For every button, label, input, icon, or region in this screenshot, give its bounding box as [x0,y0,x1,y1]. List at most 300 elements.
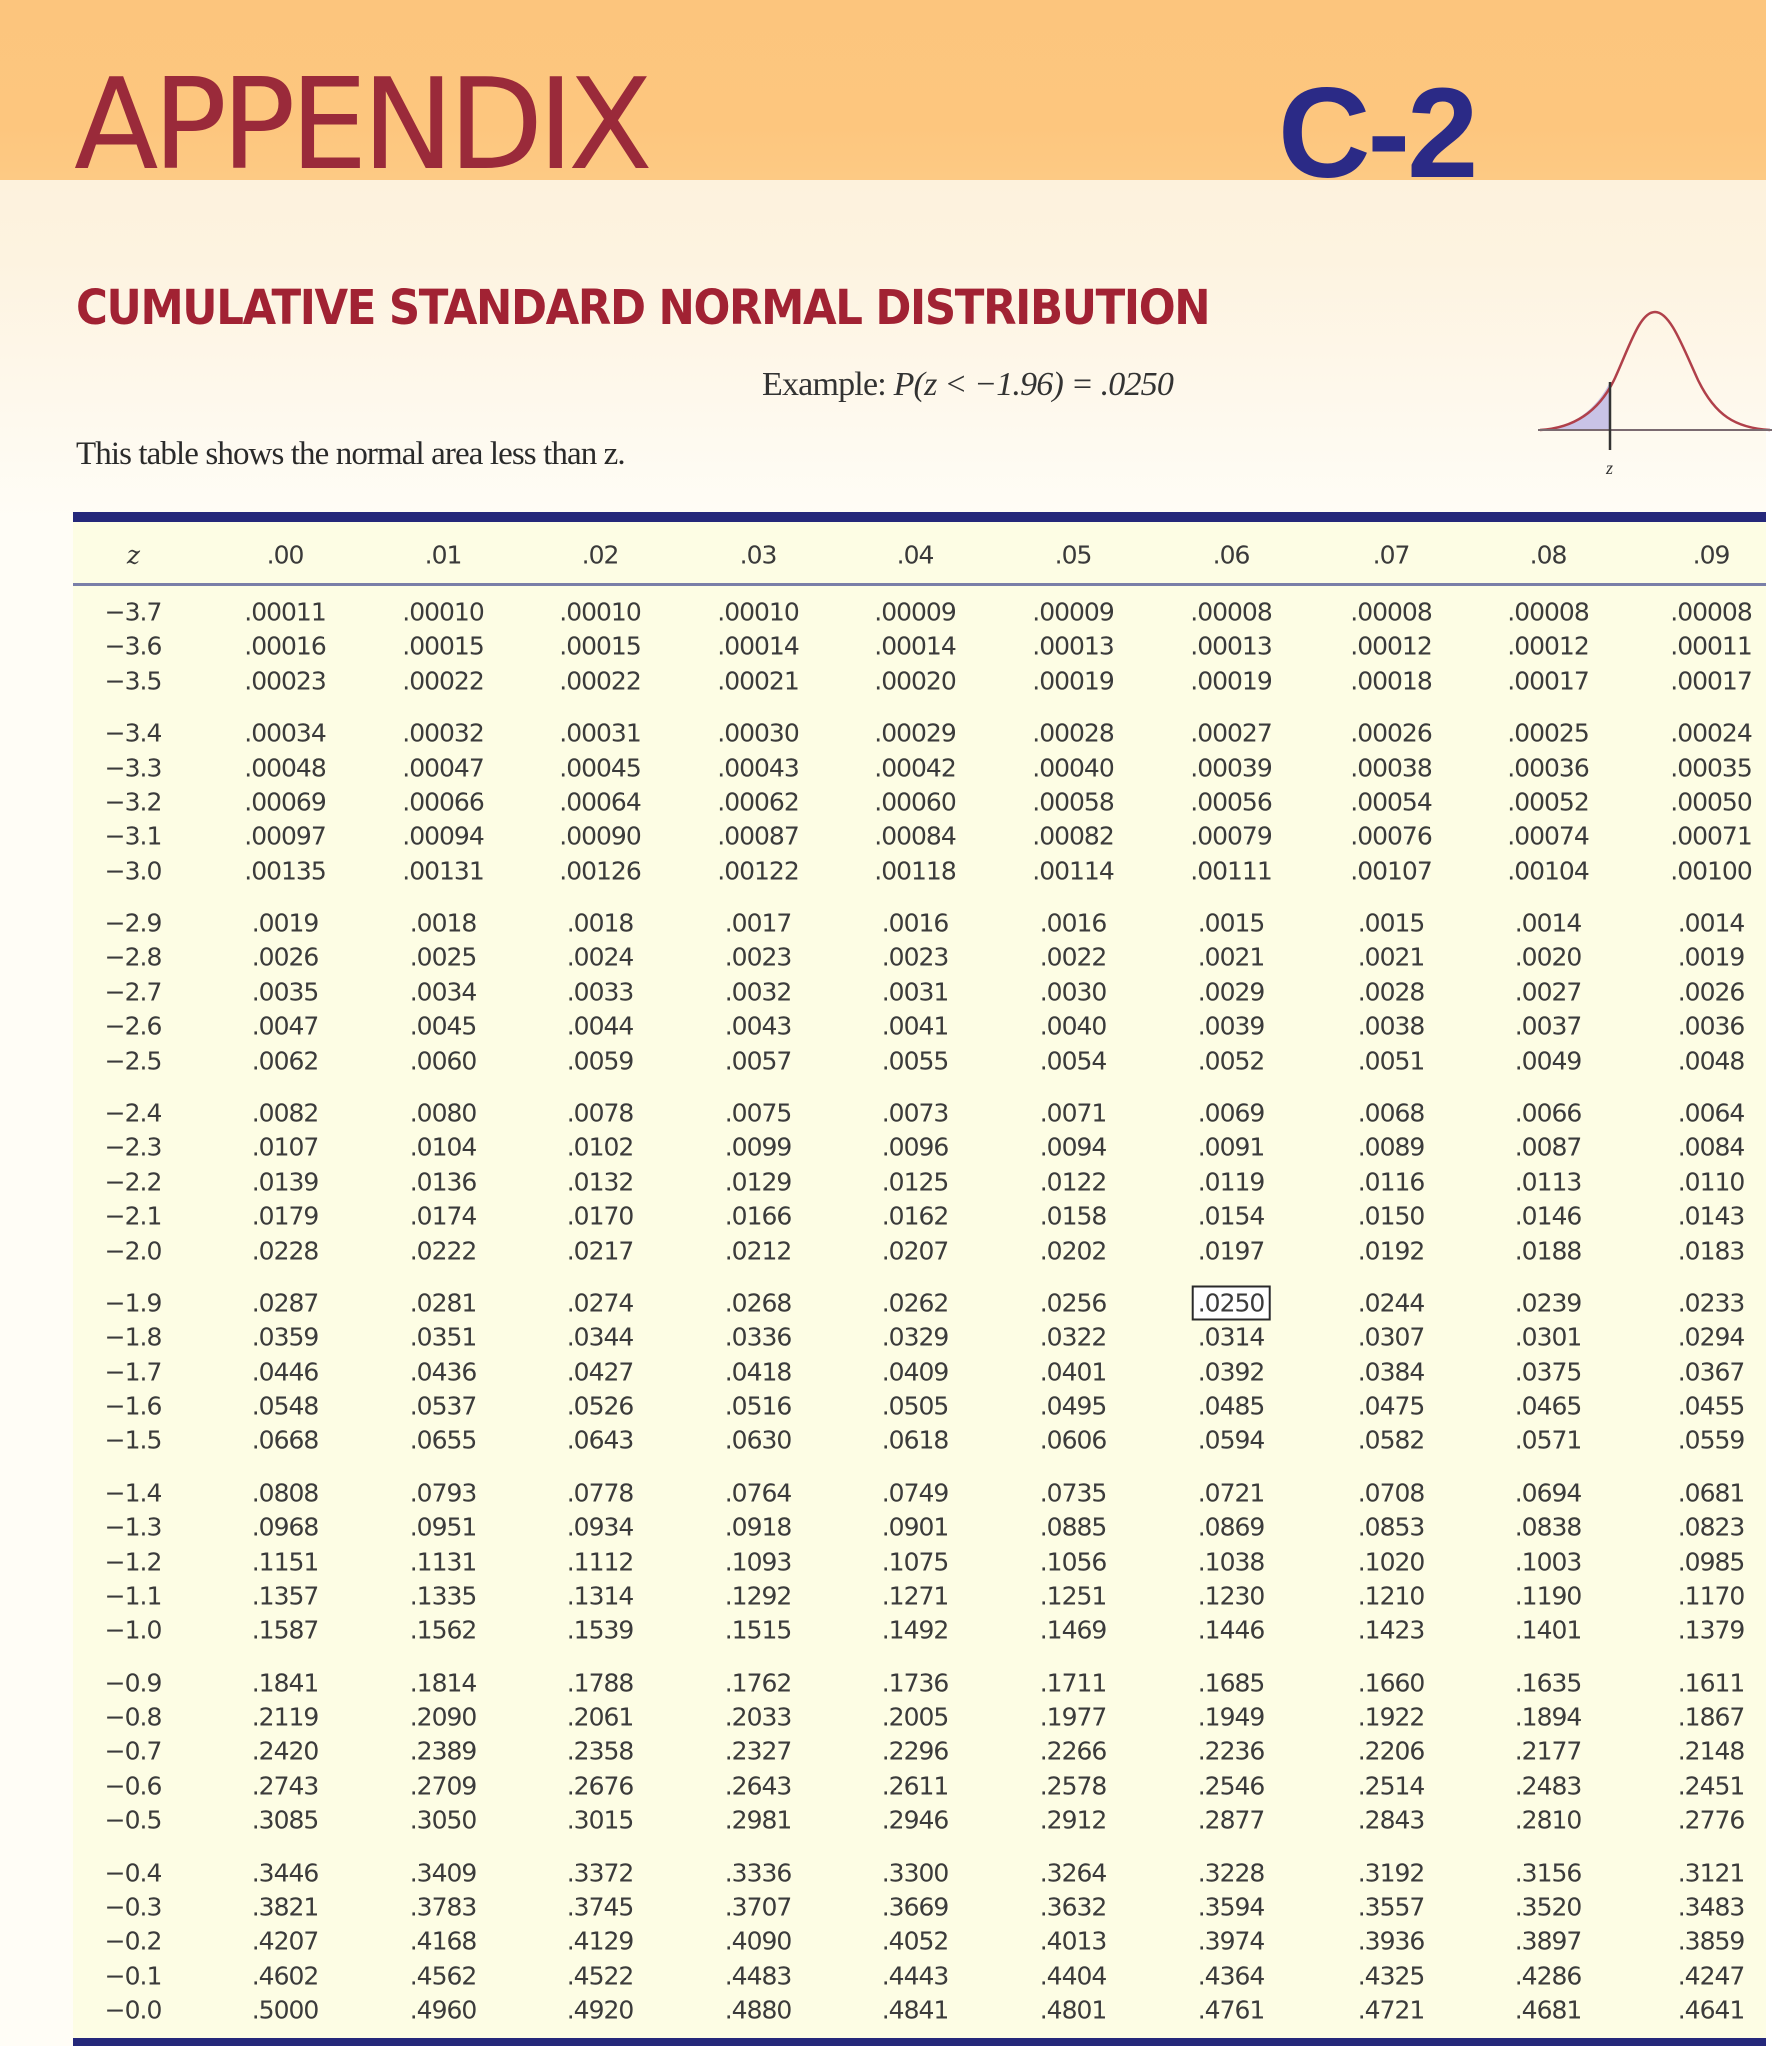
table-cell: .0016 [881,908,949,938]
table-cell: .00030 [717,718,799,748]
table-cell: .00135 [244,856,326,886]
table-cell: .1292 [724,1581,792,1611]
table-cell: .0084 [1677,1132,1745,1162]
table-cell: .4920 [566,1995,634,2025]
highlighted-example-cell: .0250 [1192,1285,1271,1320]
table-cell: .1711 [1039,1668,1107,1698]
table-cell: .0020 [1514,942,1582,972]
table-cell: .1814 [409,1668,477,1698]
table-cell: .3520 [1514,1892,1582,1922]
table-cell: .00015 [402,631,484,661]
table-cell: .0154 [1197,1201,1265,1231]
table-cell: .0094 [1039,1132,1107,1162]
table-cell: .0015 [1197,908,1265,938]
table-cell: .00014 [874,631,956,661]
table-cell: .0418 [724,1357,792,1387]
table-cell: .3557 [1357,1892,1425,1922]
table-cell: .00008 [1670,597,1752,627]
table-cell: .0023 [724,942,792,972]
z-value: −0.5 [104,1805,162,1835]
table-cell: .1335 [409,1581,477,1611]
table-cell: .0582 [1357,1425,1425,1455]
table-cell: .1112 [566,1547,634,1576]
table-cell: .3707 [724,1892,792,1922]
z-value: −2.3 [104,1132,162,1162]
z-value: −0.1 [104,1961,162,1991]
table-cell: .1251 [1039,1581,1107,1611]
table-cell: .3409 [409,1858,477,1887]
table-cell: .0256 [1039,1288,1107,1318]
table-cell: .0455 [1677,1391,1745,1421]
table-cell: .0018 [409,908,477,938]
table-cell: .0150 [1357,1201,1425,1231]
table-cell: .00022 [402,666,484,696]
table-cell: .0336 [724,1322,792,1352]
table-cell: .00131 [402,856,484,886]
table-header-rule [73,583,1766,586]
table-cell: .0764 [724,1478,792,1508]
table-cell: .3015 [566,1805,634,1835]
table-cell: .0102 [566,1132,634,1162]
table-cell: .0655 [409,1425,477,1455]
table-cell: .3974 [1197,1926,1265,1956]
table-cell: .0041 [881,1011,949,1041]
z-value: −2.4 [104,1098,162,1128]
z-value: −1.4 [104,1478,162,1508]
table-cell: .1379 [1677,1615,1745,1645]
z-table [73,512,1766,2046]
appendix-label: APPENDIX [74,51,647,198]
table-cell: .1977 [1039,1702,1107,1732]
table-cell: .2483 [1514,1771,1582,1801]
table-cell: .0113 [1514,1167,1582,1197]
table-cell: .0401 [1039,1357,1107,1387]
z-value: −3.0 [104,856,162,886]
table-cell: .00100 [1670,856,1752,886]
table-cell: .00024 [1670,718,1752,748]
table-cell: .0436 [409,1357,477,1387]
table-cell: .4207 [251,1926,319,1956]
table-cell: .00090 [559,821,641,851]
table-cell: .0022 [1039,942,1107,972]
table-cell: .00079 [1190,821,1272,851]
table-cell: .00009 [874,597,956,627]
table-cell: .0367 [1677,1357,1745,1387]
table-cell: .0197 [1197,1236,1265,1265]
table-cell: .0228 [251,1236,319,1265]
table-cell: .0028 [1357,977,1425,1007]
table-cell: .0143 [1677,1201,1745,1231]
table-cell: .0082 [251,1098,319,1128]
z-value: −0.8 [104,1702,162,1732]
table-cell: .1003 [1514,1547,1582,1576]
table-top-rule [73,512,1766,522]
table-cell: .00032 [402,718,484,748]
table-cell: .4721 [1357,1995,1425,2025]
table-cell: .0918 [724,1512,792,1542]
table-cell: .1170 [1677,1581,1745,1611]
table-cell: .1230 [1197,1581,1265,1611]
table-cell: .0014 [1677,908,1745,938]
z-value: −1.2 [104,1547,162,1576]
z-value: −1.1 [104,1581,162,1611]
table-cell: .0559 [1677,1425,1745,1455]
table-cell: .2389 [409,1736,477,1766]
table-cell: .2119 [251,1702,319,1732]
table-cell: .0262 [881,1288,949,1318]
z-value: −2.2 [104,1167,162,1197]
table-cell: .00048 [244,753,326,782]
table-cell: .3156 [1514,1858,1582,1887]
z-axis-label: z [1606,458,1614,478]
table-cell: .1131 [409,1547,477,1576]
table-cell: .0301 [1514,1322,1582,1352]
z-value: −0.3 [104,1892,162,1922]
table-cell: .2005 [881,1702,949,1732]
column-header-z: z [126,540,140,570]
z-value: −1.9 [104,1288,162,1318]
table-cell: .0217 [566,1236,634,1265]
table-cell: .1020 [1357,1547,1425,1576]
table-cell: .0044 [566,1011,634,1041]
table-cell: .4247 [1677,1961,1745,1991]
table-bottom-rule [73,2038,1766,2046]
table-cell: .4602 [251,1961,319,1991]
z-value: −1.3 [104,1512,162,1542]
table-cell: .0162 [881,1201,949,1231]
table-cell: .0026 [1677,977,1745,1007]
table-cell: .00122 [717,856,799,886]
table-cell: .0901 [881,1512,949,1542]
table-cell: .0516 [724,1391,792,1421]
table-cell: .0485 [1197,1391,1265,1421]
table-cell: .2946 [881,1805,949,1835]
table-cell: .1093 [724,1547,792,1576]
table-cell: .00015 [559,631,641,661]
table-cell: .3446 [251,1858,319,1887]
table-cell: .4090 [724,1926,792,1956]
table-cell: .00047 [402,753,484,782]
table-cell: .0064 [1677,1098,1745,1128]
table-cell: .2676 [566,1771,634,1801]
table-cell: .00027 [1190,718,1272,748]
table-cell: .2177 [1514,1736,1582,1766]
z-value: −0.2 [104,1926,162,1956]
table-cell: .00042 [874,753,956,782]
table-cell: .00104 [1507,856,1589,886]
column-header: .06 [1212,540,1250,570]
table-cell: .0465 [1514,1391,1582,1421]
column-header: .01 [424,540,462,570]
table-cell: .0039 [1197,1011,1265,1041]
table-cell: .0823 [1677,1512,1745,1542]
table-cell: .00043 [717,753,799,782]
table-cell: .0495 [1039,1391,1107,1421]
column-header: .08 [1529,540,1567,570]
table-cell: .0047 [251,1011,319,1041]
table-cell: .3483 [1677,1892,1745,1922]
table-cell: .0392 [1197,1357,1265,1387]
z-value: −1.0 [104,1615,162,1645]
table-cell: .00013 [1032,631,1114,661]
table-cell: .0017 [724,908,792,938]
z-value: −3.1 [104,821,162,851]
table-cell: .0344 [566,1322,634,1352]
table-cell: .0066 [1514,1098,1582,1128]
table-cell: .0287 [251,1288,319,1318]
table-cell: .2546 [1197,1771,1265,1801]
table-cell: .0294 [1677,1322,1745,1352]
column-header: .02 [581,540,619,570]
table-cell: .0027 [1514,977,1582,1007]
table-cell: .4404 [1039,1961,1107,1991]
table-cell: .00094 [402,821,484,851]
table-cell: .4483 [724,1961,792,1991]
table-cell: .0015 [1357,908,1425,938]
z-value: −3.5 [104,666,162,696]
table-cell: .1587 [251,1615,319,1645]
shaded-left-tail [1540,382,1610,430]
table-cell: .0188 [1514,1236,1582,1265]
table-cell: .0122 [1039,1167,1107,1197]
table-cell: .0808 [251,1478,319,1508]
table-cell: .00056 [1190,787,1272,817]
table-cell: .3050 [409,1805,477,1835]
table-cell: .0174 [409,1201,477,1231]
table-cell: .2611 [881,1771,949,1801]
table-cell: .0146 [1514,1201,1582,1231]
table-cell: .00008 [1190,597,1272,627]
table-cell: .0043 [724,1011,792,1041]
table-cell: .0233 [1677,1288,1745,1318]
table-cell: .0526 [566,1391,634,1421]
table-cell: .1515 [724,1615,792,1645]
table-cell: .3669 [881,1892,949,1922]
table-cell: .0078 [566,1098,634,1128]
table-cell: .0025 [409,942,477,972]
table-cell: .00012 [1507,631,1589,661]
z-value: −2.0 [104,1236,162,1265]
table-cell: .0021 [1357,942,1425,972]
table-cell: .2148 [1677,1736,1745,1766]
table-cell: .0029 [1197,977,1265,1007]
table-cell: .2578 [1039,1771,1107,1801]
table-cell: .1190 [1514,1581,1582,1611]
table-cell: .00076 [1350,821,1432,851]
table-cell: .0049 [1514,1046,1582,1076]
table-cell: .00084 [874,821,956,851]
table-cell: .0749 [881,1478,949,1508]
table-cell: .1056 [1039,1547,1107,1576]
column-header: .05 [1054,540,1092,570]
z-value: −2.7 [104,977,162,1007]
table-cell: .0446 [251,1357,319,1387]
table-caption: This table shows the normal area less than z. [76,436,625,472]
z-value: −0.6 [104,1771,162,1801]
table-cell: .00021 [717,666,799,696]
table-cell: .00069 [244,787,326,817]
table-cell: .00118 [874,856,956,886]
table-cell: .1762 [724,1668,792,1698]
table-cell: .0014 [1514,908,1582,938]
table-cell: .2709 [409,1771,477,1801]
table-cell: .0107 [251,1132,319,1162]
table-cell: .1539 [566,1615,634,1645]
table-cell: .0853 [1357,1512,1425,1542]
table-cell: .1736 [881,1668,949,1698]
column-header: .09 [1692,540,1730,570]
table-cell: .4364 [1197,1961,1265,1991]
table-cell: .00028 [1032,718,1114,748]
table-cell: .0016 [1039,908,1107,938]
table-cell: .2266 [1039,1736,1107,1766]
table-cell: .0048 [1677,1046,1745,1076]
table-cell: .0968 [251,1512,319,1542]
table-cell: .3594 [1197,1892,1265,1922]
table-cell: .00029 [874,718,956,748]
table-cell: .00040 [1032,753,1114,782]
table-cell: .1151 [251,1547,319,1576]
table-cell: .00034 [244,718,326,748]
table-cell: .0104 [409,1132,477,1162]
table-cell: .00010 [559,597,641,627]
table-cell: .00071 [1670,821,1752,851]
table-cell: .00017 [1507,666,1589,696]
table-cell: .1401 [1514,1615,1582,1645]
table-cell: .0019 [1677,942,1745,972]
bell-curve-icon [1530,290,1780,480]
z-value: −0.9 [104,1668,162,1698]
table-cell: .0268 [724,1288,792,1318]
table-cell: .0869 [1197,1512,1265,1542]
table-cell: .2236 [1197,1736,1265,1766]
table-cell: .0694 [1514,1478,1582,1508]
table-cell: .0036 [1677,1011,1745,1041]
table-cell: .0080 [409,1098,477,1128]
table-cell: .0038 [1357,1011,1425,1041]
table-cell: .1314 [566,1581,634,1611]
table-cell: .00008 [1507,597,1589,627]
table-cell: .4960 [409,1995,477,2025]
table-cell: .0351 [409,1322,477,1352]
table-cell: .1423 [1357,1615,1425,1645]
table-cell: .0838 [1514,1512,1582,1542]
table-cell: .0322 [1039,1322,1107,1352]
table-cell: .2451 [1677,1771,1745,1801]
table-cell: .0052 [1197,1046,1265,1076]
table-cell: .0069 [1197,1098,1265,1128]
z-value: −1.6 [104,1391,162,1421]
table-cell: .3745 [566,1892,634,1922]
table-cell: .00010 [717,597,799,627]
column-header: .07 [1372,540,1410,570]
table-cell: .1446 [1197,1615,1265,1645]
table-cell: .2776 [1677,1805,1745,1835]
table-cell: .0274 [566,1288,634,1318]
table-cell: .00036 [1507,753,1589,782]
appendix-header-band [0,0,1766,205]
table-cell: .0021 [1197,942,1265,972]
table-cell: .1075 [881,1547,949,1576]
table-cell: .0985 [1677,1547,1745,1576]
example-expression: P(z < −1.96) = .0250 [893,366,1174,403]
table-cell: .0026 [251,942,319,972]
table-cell: .4641 [1677,1995,1745,2025]
table-cell: .1562 [409,1615,477,1645]
table-cell: .00039 [1190,753,1272,782]
table-cell: .4522 [566,1961,634,1991]
table-cell: .0475 [1357,1391,1425,1421]
table-cell: .00012 [1350,631,1432,661]
table-cell: .1469 [1039,1615,1107,1645]
table-cell: .0183 [1677,1236,1745,1265]
table-cell: .00062 [717,787,799,817]
table-cell: .0024 [566,942,634,972]
table-cell: .2033 [724,1702,792,1732]
normal-curve [1540,312,1770,430]
table-cell: .0110 [1677,1167,1745,1197]
table-cell: .0681 [1677,1478,1745,1508]
table-cell: .00074 [1507,821,1589,851]
table-cell: .0054 [1039,1046,1107,1076]
column-header: .04 [896,540,934,570]
table-cell: .3228 [1197,1858,1265,1887]
table-cell: .00097 [244,821,326,851]
z-value: −0.4 [104,1858,162,1887]
table-cell: .4562 [409,1961,477,1991]
table-cell: .2061 [566,1702,634,1732]
table-cell: .0618 [881,1425,949,1455]
table-cell: .00019 [1032,666,1114,696]
z-value: −0.7 [104,1736,162,1766]
table-cell: .4052 [881,1926,949,1956]
table-cell: .00011 [244,597,326,627]
table-cell: .5000 [251,1995,319,2025]
table-cell: .0571 [1514,1425,1582,1455]
table-cell: .1949 [1197,1702,1265,1732]
table-cell: .4129 [566,1926,634,1956]
table-cell: .0091 [1197,1132,1265,1162]
table-cell: .0129 [724,1167,792,1197]
table-cell: .00126 [559,856,641,886]
table-cell: .0023 [881,942,949,972]
table-cell: .0125 [881,1167,949,1197]
table-cell: .0307 [1357,1322,1425,1352]
table-cell: .0708 [1357,1478,1425,1508]
table-cell: .0096 [881,1132,949,1162]
table-cell: .0037 [1514,1011,1582,1041]
table-cell: .2981 [724,1805,792,1835]
table-cell: .4841 [881,1995,949,2025]
table-cell: .0409 [881,1357,949,1387]
table-cell: .3821 [251,1892,319,1922]
table-cell: .4286 [1514,1961,1582,1991]
table-cell: .0139 [251,1167,319,1197]
table-cell: .00052 [1507,787,1589,817]
table-cell: .1210 [1357,1581,1425,1611]
table-cell: .00016 [244,631,326,661]
z-value: −0.0 [104,1995,162,2025]
table-cell: .0045 [409,1011,477,1041]
table-cell: .00009 [1032,597,1114,627]
table-cell: .0606 [1039,1425,1107,1455]
table-cell: .3300 [881,1858,949,1887]
table-cell: .0035 [251,977,319,1007]
z-value: −1.5 [104,1425,162,1455]
table-cell: .1271 [881,1581,949,1611]
table-cell: .0099 [724,1132,792,1162]
table-cell: .4880 [724,1995,792,2025]
